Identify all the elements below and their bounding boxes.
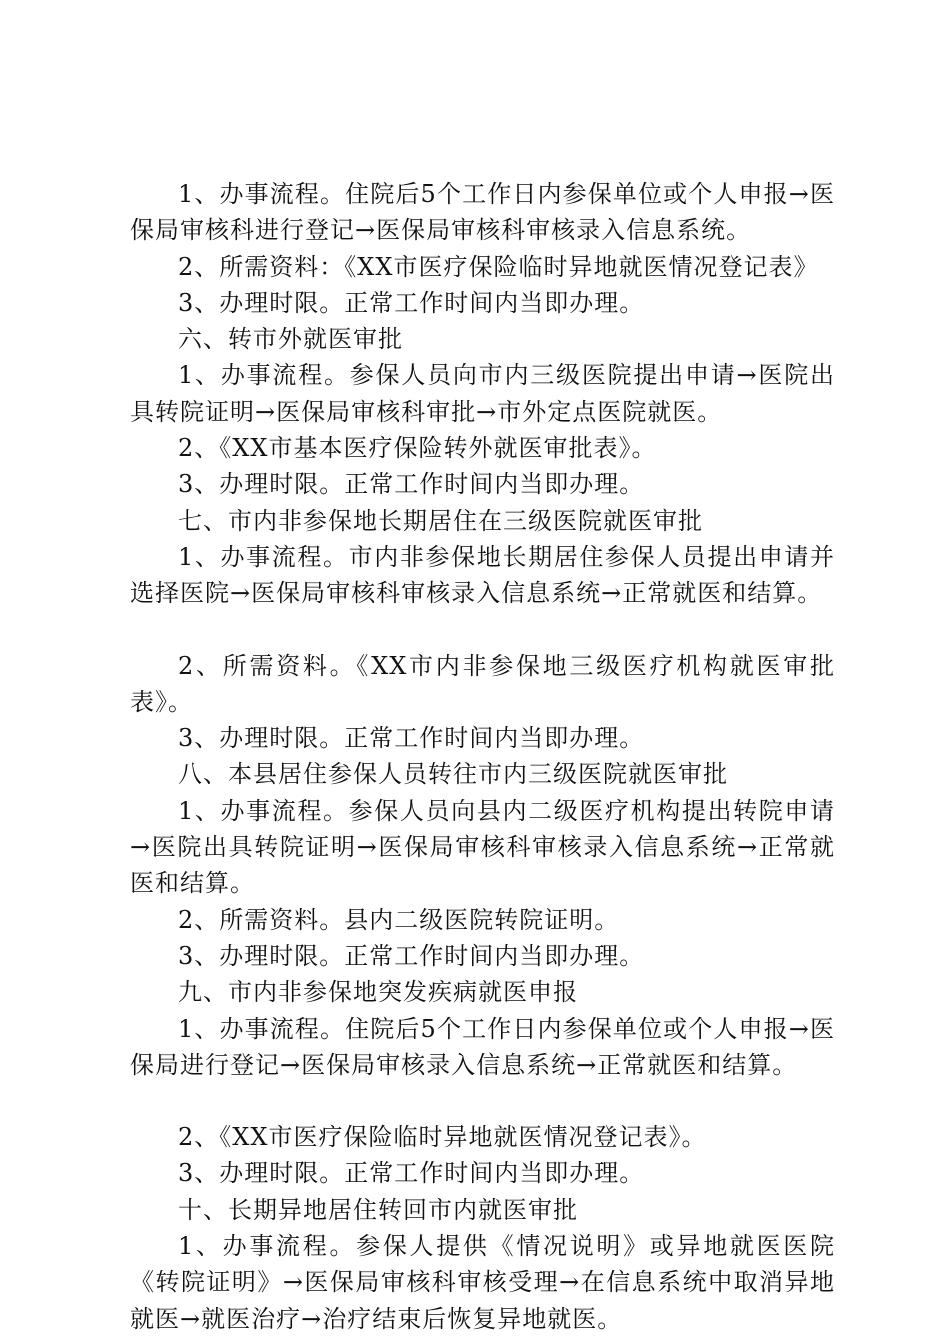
paragraph: 1、办事流程。住院后5个工作日内参保单位或个人申报→医保局审核科进行登记→医保局审核科审核录入信息系统。	[130, 180, 835, 245]
paragraph: 六、转市外就医审批	[178, 325, 403, 354]
paragraph: 2、所需资料：《XX市医疗保险临时异地就医情况登记表》	[178, 252, 819, 281]
paragraph: 九、市内非参保地突发疾病就医申报	[178, 978, 578, 1007]
paragraph-spacer	[130, 1083, 835, 1119]
paragraph: 八、本县居住参保人员转往市内三级医院就医审批	[178, 760, 728, 789]
paragraph: 2、所需资料。《XX市内非参保地三级医疗机构就医审批表》。	[130, 651, 835, 716]
paragraph: 3、办理时限。正常工作时间内当即办理。	[178, 470, 645, 499]
paragraph: 3、办理时限。正常工作时间内当即办理。	[178, 1159, 645, 1188]
paragraph: 七、市内非参保地长期居住在三级医院就医审批	[178, 506, 703, 535]
paragraph-spacer	[130, 612, 835, 648]
paragraph: 1、办事流程。住院后5个工作日内参保单位或个人申报→医保局进行登记→医保局审核录入信息系统→正常就医和结算。	[130, 1014, 835, 1079]
document-body	[130, 176, 835, 1337]
paragraph: 2、《XX市基本医疗保险转外就医审批表》。	[178, 434, 657, 463]
paragraph: 2、《XX市医疗保险临时异地就医情况登记表》。	[178, 1123, 707, 1152]
paragraph: 3、办理时限。正常工作时间内当即办理。	[178, 941, 645, 970]
paragraph: 3、办理时限。正常工作时间内当即办理。	[178, 724, 645, 753]
paragraph: 1、办事流程。参保人提供《情况说明》或异地就医医院《转院证明》→医保局审核科审核受理→在信息系统中取消异地就医→就医治疗→治疗结束后恢复异地就医。	[130, 1232, 835, 1333]
paragraph: 3、办理时限。正常工作时间内当即办理。	[178, 288, 645, 317]
paragraph: 十、长期异地居住转回市内就医审批	[178, 1195, 578, 1224]
paragraph: 1、办事流程。市内非参保地长期居住参保人员提出申请并选择医院→医保局审核科审核录入信息系统→正常就医和结算。	[130, 542, 835, 608]
paragraph: 1、办事流程。参保人员向县内二级医疗机构提出转院申请→医院出具转院证明→医保局审核科审核录入信息系统→正常就医和结算。	[130, 796, 835, 898]
paragraph: 2、所需资料。县内二级医院转院证明。	[178, 905, 620, 934]
paragraph: 1、办事流程。参保人员向市内三级医院提出申请→医院出具转院证明→医保局审核科审批→市外定点医院就医。	[130, 361, 835, 426]
